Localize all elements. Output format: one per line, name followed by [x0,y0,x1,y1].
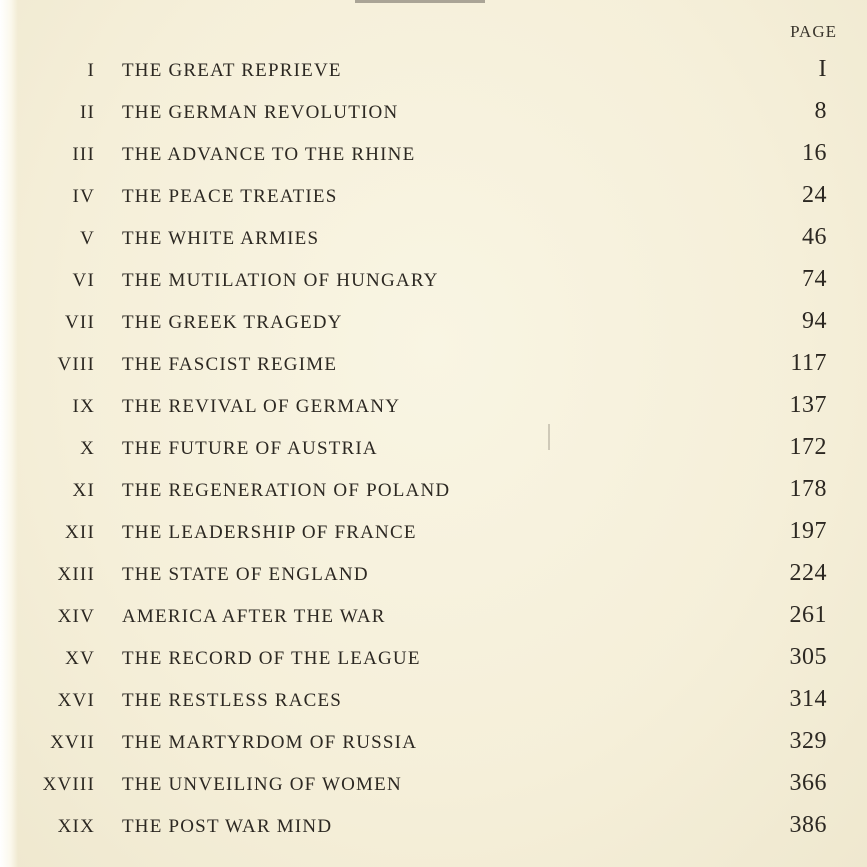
chapter-number: III [72,144,95,165]
toc-entry [0,260,867,302]
page-number: 305 [789,644,827,670]
toc-entry [0,92,867,134]
chapter-title: THE RECORD OF THE LEAGUE [122,648,421,669]
chapter-title: THE LEADERSHIP OF FRANCE [122,522,417,543]
page-number: 261 [789,602,827,628]
chapter-title: THE MUTILATION OF HUNGARY [122,270,439,291]
toc-entry [0,386,867,428]
chapter-number: I [87,60,95,81]
chapter-title: THE FASCIST REGIME [122,354,338,375]
chapter-number: XVIII [42,774,95,795]
chapter-number: XIII [57,564,95,585]
toc-entry [0,554,867,596]
toc-entry [0,176,867,218]
page-number: 24 [802,182,827,208]
chapter-number: IX [72,396,95,417]
toc-entry [0,806,867,848]
chapter-title: AMERICA AFTER THE WAR [122,606,386,627]
page-number: 117 [790,350,827,376]
chapter-number: XIX [57,816,95,837]
page-number: I [818,56,827,82]
chapter-title: THE REVIVAL OF GERMANY [122,396,401,417]
chapter-title: THE WHITE ARMIES [122,228,320,249]
page-number: 386 [789,812,827,838]
chapter-number: XVI [57,690,95,711]
page-number: 94 [802,308,827,334]
chapter-title: THE POST WAR MIND [122,816,333,837]
chapter-number: VI [72,270,95,291]
chapter-title: THE UNVEILING OF WOMEN [122,774,402,795]
toc-entry [0,302,867,344]
toc-entry [0,50,867,92]
chapter-number: V [80,228,95,249]
toc-entry [0,680,867,722]
chapter-title: THE RESTLESS RACES [122,690,343,711]
page-number: 314 [789,686,827,712]
chapter-title: THE PEACE TREATIES [122,186,338,207]
page-number: 178 [789,476,827,502]
page-column-header: PAGE [790,22,837,41]
toc-entry [0,512,867,554]
page-number: 8 [814,98,827,124]
chapter-number: XIV [57,606,95,627]
chapter-number: VII [65,312,95,333]
chapter-number: XI [72,480,95,501]
toc-entry [0,470,867,512]
chapter-number: VIII [57,354,95,375]
chapter-number: XV [65,648,95,669]
chapter-number: XII [65,522,95,543]
chapter-title: THE STATE OF ENGLAND [122,564,369,585]
toc-entry [0,134,867,176]
page-number: 46 [802,224,827,250]
chapter-title: THE GREAT REPRIEVE [122,60,342,81]
chapter-number: XVII [50,732,95,753]
chapter-number: IV [72,186,95,207]
toc-entry [0,638,867,680]
page-number: 74 [802,266,827,292]
chapter-number: II [79,102,95,123]
chapter-title: THE REGENERATION OF POLAND [122,480,451,501]
toc-entry [0,596,867,638]
chapter-title: THE GREEK TRAGEDY [122,312,343,333]
page-number: 224 [789,560,827,586]
chapter-title: THE MARTYRDOM OF RUSSIA [122,732,418,753]
page-number: 137 [789,392,827,418]
chapter-title: THE GERMAN REVOLUTION [122,102,399,123]
toc-entry [0,218,867,260]
toc-entry [0,764,867,806]
page-number: 329 [789,728,827,754]
chapter-number: X [80,438,95,459]
page-number: 366 [789,770,827,796]
chapter-title: THE FUTURE OF AUSTRIA [122,438,378,459]
page-number: 16 [802,140,827,166]
toc-entry [0,722,867,764]
cropped-heading-remnant [355,0,485,3]
page-number: 197 [789,518,827,544]
chapter-title: THE ADVANCE TO THE RHINE [122,144,416,165]
toc-entry [0,428,867,470]
toc-entry [0,344,867,386]
page-number: 172 [789,434,827,460]
table-of-contents [0,50,867,848]
